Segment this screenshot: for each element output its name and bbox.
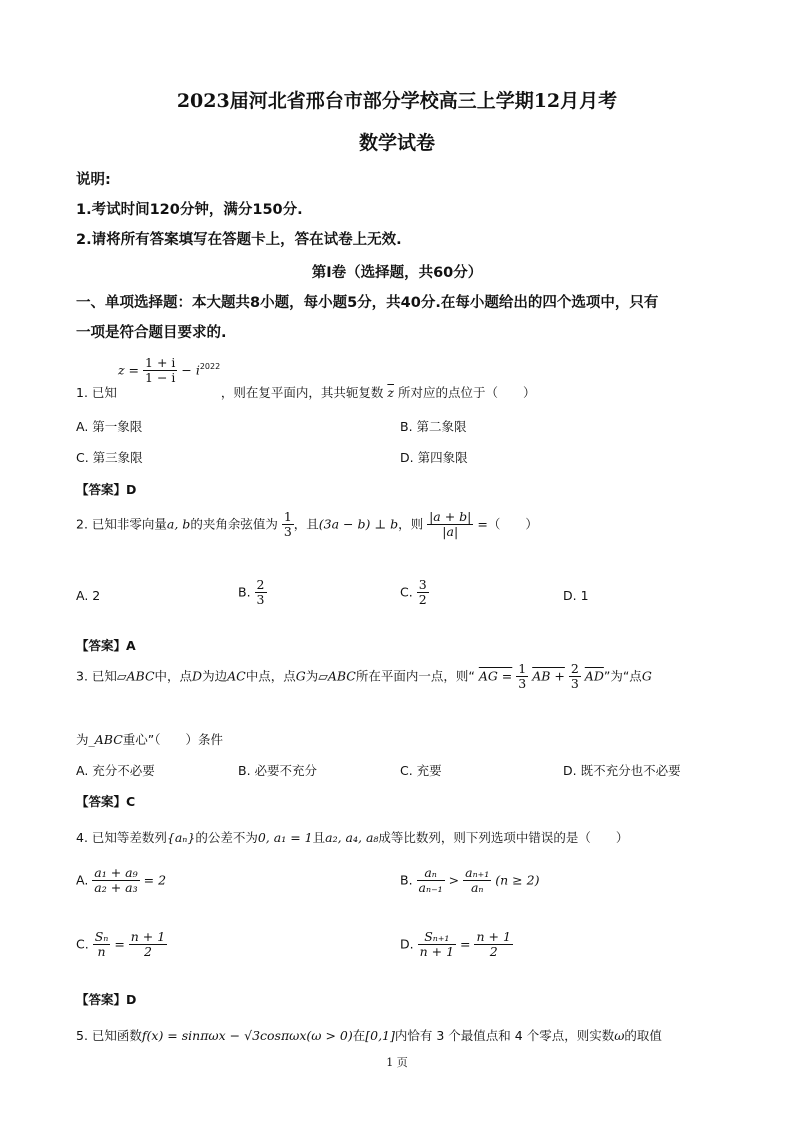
fraction: $\frac{\text{Sₙ₊₁}}{n + 1}$	[419, 929, 455, 960]
page-subtitle: 数学试卷	[358, 132, 435, 154]
q4-stem	[76, 828, 628, 846]
formula-text: (n ≥ 2)	[495, 872, 540, 888]
note-item: 2.请将所有答案填写在答题卡上，答在试卷上无效.	[76, 232, 402, 248]
section-heading: 一、单项选择题：本大题共8小题，每小题5分，共40分.在每小题给出的四个选项中，只有	[76, 295, 659, 311]
question-text: 的夹角余弦值为	[190, 516, 278, 532]
formula-text: ▱ABC	[318, 668, 356, 684]
fraction: $\frac{n + 1}{2}$	[130, 929, 166, 960]
note-item: 1.考试时间120分钟，满分150分.	[76, 202, 303, 218]
formula-text: >	[448, 872, 460, 888]
question-text: ，且	[293, 516, 319, 532]
formula-text: 0, a₁ = 1	[257, 830, 313, 845]
answer: 【答案】C	[76, 794, 136, 809]
option-b: B. $\frac{\text{aₙ}}{\text{aₙ₋₁}}$ > $\frac{\text{aₙ₊₁}}{\text{aₙ}}$ (n ≥ 2)	[400, 865, 540, 896]
fraction: $\frac{\text{aₙ₊₁}}{\text{aₙ}}$	[465, 865, 490, 896]
question-text: 的取值	[624, 1028, 662, 1043]
question-text: 中点，点	[245, 668, 296, 684]
option-d: D. 1	[563, 588, 589, 603]
formula-text: = 2	[143, 872, 167, 888]
option-a: A. $\frac{\text{a₁ + a₉}}{\text{a₂ + a₃}}$ = 2	[76, 865, 167, 896]
question-number: 1. 已知	[76, 385, 117, 400]
option-a: A. 2	[76, 588, 101, 603]
page-title: 2023届河北省邢台市部分学校高三上学期12月月考	[176, 90, 618, 112]
formula-text: =	[460, 936, 471, 952]
fraction: $\frac{3}{2}$	[418, 577, 427, 608]
option-b: B. 必要不充分	[238, 763, 318, 778]
question-text: 成等比数列，则下列选项中错误的是（ ）	[378, 830, 629, 845]
question-text: 为边	[202, 668, 228, 684]
option-b: B. 第二象限	[400, 419, 467, 434]
option-a: A. 第一象限	[76, 419, 143, 434]
question-text: =（ ）	[477, 516, 538, 532]
formula-text: _ABC	[88, 732, 123, 747]
q3-stem-line2	[76, 730, 223, 748]
question-text: 3. 已知	[76, 668, 117, 684]
fraction: $\frac{\text{a₁ + a₉}}{\text{a₂ + a₃}}$	[94, 865, 138, 896]
formula-text: a, b	[166, 516, 191, 532]
answer: 【答案】D	[76, 992, 137, 1007]
question-text: 在	[352, 1028, 366, 1043]
question-text: 且	[312, 830, 326, 845]
answer: 【答案】D	[76, 482, 137, 497]
question-text: 为	[305, 668, 319, 684]
formula-text: $\overline{AD}$	[584, 668, 604, 684]
formula-text: [0,1]	[365, 1028, 395, 1043]
notes-heading: 说明:	[76, 172, 111, 188]
question-text: 4. 已知等差数列	[76, 830, 167, 845]
part-title: 第I卷（选择题，共60分）	[311, 265, 483, 281]
formula-text: ω	[614, 1028, 625, 1043]
question-text: ，则在复平面内，其共轭复数	[220, 385, 384, 400]
question-text: 所在平面内一点，则“	[355, 668, 475, 684]
option-a: A. 充分不必要	[76, 763, 155, 778]
page-number: 1 页	[386, 1056, 408, 1069]
question-text: ，则	[398, 516, 424, 532]
formula-text: AB +	[532, 668, 565, 684]
fraction: $\frac{\text{aₙ}}{\text{aₙ₋₁}}$	[418, 865, 443, 896]
formula-text: AC	[227, 668, 246, 684]
fraction: $\frac{1 + i}{1 - i}$	[145, 355, 176, 386]
answer: 【答案】A	[76, 638, 136, 653]
formula-text: {aₙ}	[166, 830, 196, 845]
fraction: $\frac{2}{3}$	[256, 577, 265, 608]
exponent: 2022	[199, 362, 221, 372]
q2-stem	[76, 510, 538, 540]
fraction: $\frac{|a + b|}{|a|}$	[429, 509, 472, 540]
formula-text: =	[114, 936, 125, 952]
q1-stem	[76, 383, 535, 401]
fraction: $\frac{\text{Sₙ}}{n}$	[94, 929, 109, 960]
option-b: B. $\frac{2}{3}$	[238, 577, 265, 608]
question-text: 重心”（ ）条件	[122, 732, 224, 747]
question-text: ”为“点	[603, 668, 642, 684]
formula-text: $\overline{z}$	[387, 385, 394, 400]
question-number: 2. 已知非零向量	[76, 516, 167, 532]
option-d: D. 既不充分也不必要	[563, 763, 681, 778]
question-text: 为	[76, 732, 89, 747]
section-heading: 一项是符合题目要求的.	[76, 325, 227, 341]
q5-stem	[76, 1026, 662, 1044]
formula-text: ▱ABC	[116, 668, 155, 684]
formula-text: a₂, a₄, a₈	[325, 830, 379, 845]
option-c: C. $\frac{3}{2}$	[400, 577, 427, 608]
option-c: C. 第三象限	[76, 450, 143, 465]
fraction: $\frac{1}{3}$	[283, 509, 292, 540]
question-text: 的公差不为	[195, 830, 258, 845]
formula-text: AG =	[478, 668, 513, 684]
question-text: 中，点	[154, 668, 193, 684]
formula-text: (3a − b) ⊥ b	[318, 516, 399, 532]
option-c: C. 充要	[400, 763, 442, 778]
question-text: 内恰有 3 个最值点和 4 个零点，则实数	[394, 1028, 615, 1043]
formula-text: z =	[118, 362, 140, 378]
formula-text: G	[295, 668, 306, 684]
fraction: $\frac{1}{3}$	[518, 661, 527, 692]
question-text: 所对应的点位于（ ）	[397, 385, 536, 400]
option-d: D. $\frac{\text{Sₙ₊₁}}{n + 1}$ = $\frac{n + 1}{2}$	[400, 929, 511, 960]
fraction: $\frac{2}{3}$	[570, 661, 579, 692]
formula-text: − i	[181, 362, 200, 378]
option-d: D. 第四象限	[400, 450, 468, 465]
formula-text: f(x) = sinπωx − √3cosπωx(ω > 0)	[141, 1028, 353, 1043]
question-text: 5. 已知函数	[76, 1028, 142, 1043]
q3-stem-line1	[76, 662, 652, 692]
option-c: C. $\frac{\text{Sₙ}}{n}$ = $\frac{n + 1}{2}$	[76, 929, 166, 960]
formula-text: D	[192, 668, 203, 684]
fraction: $\frac{n + 1}{2}$	[476, 929, 511, 960]
q1-formula	[118, 356, 220, 386]
formula-text: G	[641, 668, 652, 684]
